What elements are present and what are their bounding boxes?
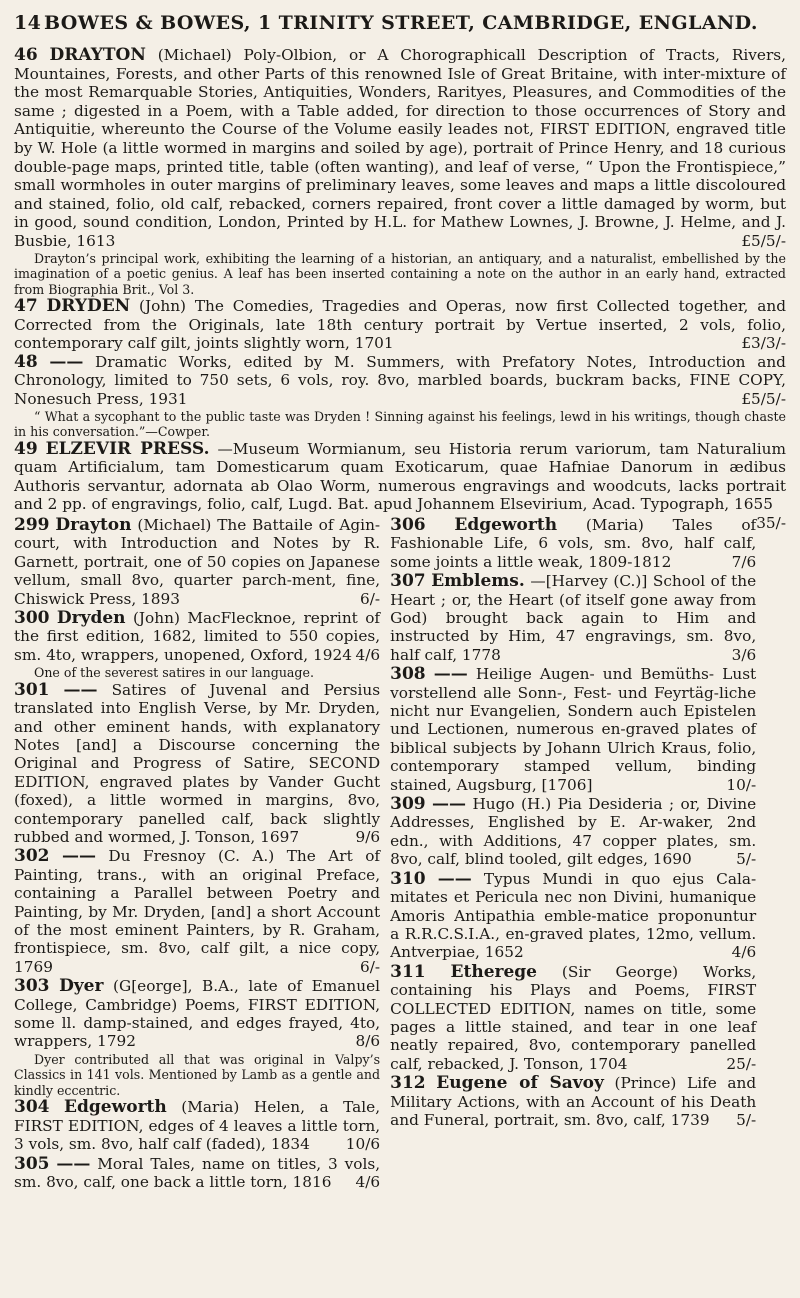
entry-description: Dramatic Works, edited by M. Summers, with Prefatory Notes, Introduction and Chronology, limited to 750 sets, 6 vols, roy. 8vo, marbled boards, buckram backs, FINE COPY, Nonesuch Press, 1931 xyxy=(14,352,786,408)
entry-number: 46 xyxy=(14,45,38,65)
entry-price: 3/6 xyxy=(731,645,757,664)
left-column xyxy=(14,516,380,1192)
entry-price: 10/- xyxy=(726,775,757,794)
entry-price: £5/5/- xyxy=(741,390,786,408)
catalogue-entry xyxy=(390,1074,756,1129)
catalogue-entry xyxy=(14,977,380,1051)
catalogue-entry xyxy=(390,963,756,1073)
catalogue-entry xyxy=(390,572,756,664)
entry-description: —[Harvey (C.)] School of the Heart ; or, the Heart (of itself gone away from God) brought back again to Him and instructed by Him, 47 engravings, sm. 8vo, half calf, 1778 xyxy=(390,572,757,664)
entry-number: 301 xyxy=(14,679,50,700)
entry-description: Du Fresnoy (C. A.) The Art of Painting, trans., with an original Preface, containing a Parallel between Poetry and Painting, by Mr. Dryden, [and] a short Account of the most eminent Painters, by R. Graham, frontispiece, sm. 8vo, calf gilt, a nice copy, 1769 xyxy=(14,847,381,976)
catalogue-entry xyxy=(390,870,756,962)
entry-heading: —— xyxy=(61,846,96,867)
entry-heading: —— xyxy=(63,679,98,700)
entry-description: (Maria) Helen, a Tale, FIRST EDITION, edges of 4 leaves a little torn, 3 vols, sm. 8vo, half calf (faded), 1834 xyxy=(14,1098,381,1154)
entry-description: Hugo (H.) Pia Desideria ; or, Divine Addresses, Englished by E. Ar-waker, 2nd edn., with Additions, 47 copper plates, sm. 8vo, calf, blind tooled, gilt edges, 1690 xyxy=(390,795,757,869)
entry-heading: Etherege xyxy=(450,961,537,982)
entry-number: 299 xyxy=(14,514,50,535)
entry-heading: —— xyxy=(433,664,468,685)
entry-price: 7/6 xyxy=(731,552,757,571)
entry-note: Dyer contributed all that was original in Valpy’s Classics in 141 vols. Mentioned by Lamb as a gentle and kindly eccentric. xyxy=(14,1051,381,1098)
catalogue-page xyxy=(14,0,786,1298)
two-column-entries xyxy=(14,516,756,1192)
entry-price: 4/6 xyxy=(355,645,381,664)
entry-number: 300 xyxy=(14,608,50,628)
catalogue-entry xyxy=(14,297,786,353)
entry-number: 302 xyxy=(14,846,50,867)
entry-description: (Michael) Poly-Olbion, or A Chorographicall Description of Tracts, Rivers, Mountaines, Forests, and other Parts of this renowned Isle of Great Britaine, with inter-mixture of the most Remarquable Stories, Antiquities, Wonders, Rarityes, Pleasures, and Commodities of the same ; digested in a Poem, with a Table added, for direction to those occurrences of Story and Antiquitie, whereunto the Course of the Volume easily leades not, FIRST EDITION, engraved title by W. Hole (a little wormed in margins and soiled by age), portrait of Prince Henry, and 18 curious double-page maps, printed title, table (often wanting), and leaf of verse, “ Upon the Frontispiece,” small wormholes in outer margins of preliminary leaves, some leaves and maps a little discoloured and stained, folio, old calf, rebacked, corners repaired, front cover a little damaged by worm, but in good, sound condition, London, Printed by H.L. for Mathew Lownes, J. Browne, J. Helme, and J. Busbie, 1613 xyxy=(14,46,786,250)
entry-heading: —— xyxy=(432,794,467,815)
entry-number: 309 xyxy=(390,794,426,815)
entry-heading: DRYDEN xyxy=(46,296,131,317)
entry-number: 304 xyxy=(14,1097,50,1118)
right-column xyxy=(390,516,756,1192)
entry-number: 312 xyxy=(390,1073,426,1094)
entry-heading: —— xyxy=(56,1153,91,1174)
entry-price: 4/6 xyxy=(355,1172,381,1191)
publisher-line: BOWES & BOWES, 1 TRINITY STREET, CAMBRIDGE, ENGLAND. xyxy=(44,12,758,34)
entry-heading: Drayton xyxy=(55,514,132,535)
entry-note: Drayton’s principal work, exhibiting the learning of a historian, an antiquary, and a naturalist, embellished by the imagination of a poetic genius. A leaf has been inserted containing a note on the author in an early hand, extracted from Biographia Brit., Vol 3. xyxy=(14,250,786,297)
entry-price: 6/- xyxy=(360,957,381,976)
entry-description: (Michael) The Battaile of Agin-court, with Introduction and Notes by R. Garnett, portrait, one of 50 copies on Japanese vellum, small 8vo, quarter parch-ment, fine, Chiswick Press, 1893 xyxy=(14,515,381,608)
entry-description: Moral Tales, name on titles, 3 vols, sm. 8vo, calf, one back a little torn, 1816 xyxy=(14,1154,381,1191)
entry-price: 5/- xyxy=(736,1110,757,1129)
page-number: 14 xyxy=(14,12,42,34)
entry-description: —Museum Wormianum, seu Historia rerum variorum, tam Naturalium quam Artificialum, tam Domesticarum quam Exoticarum, quae Hafniae Danorum in ædibus Authoris servantur, adornata ab Olao Worm, numerous engravings and woodcuts, lacks portrait and 2 pp. of engravings, folio, calf, Lugd. Bat. apud Johannem Elsevirium, Acad. Typograph, 1655 xyxy=(14,439,786,514)
entry-description: Satires of Juvenal and Persius translated into English Verse, by Mr. Dryden, and other eminent hands, with explanatory Notes [and] a Discourse concerning the Original and Progress of Satire, SECOND EDITION, engraved plates by Vander Gucht (foxed), a little wormed in margins, 8vo, contemporary panelled calf, back slightly rubbed and wormed, J. Tonson, 1697 xyxy=(14,680,381,846)
entry-number: 49 xyxy=(14,438,38,459)
entry-note: One of the severest satires in our language. xyxy=(34,665,314,681)
catalogue-entry xyxy=(14,353,786,409)
catalogue-entry xyxy=(14,609,380,664)
entry-price: 4/6 xyxy=(731,943,757,962)
entry-number: 307 xyxy=(390,571,426,592)
entry-number: 47 xyxy=(14,296,38,317)
entry-note: “ What a sycophant to the public taste was Dryden ! Sinning against his feelings, lewd in his writings, though chaste in his conversation.”—Cowper. xyxy=(14,408,786,440)
entry-heading: DRAYTON xyxy=(49,45,146,65)
entry-number: 48 xyxy=(14,351,38,372)
entry-heading: ELZEVIR PRESS. xyxy=(45,438,210,459)
entry-heading: Edgeworth xyxy=(64,1097,167,1118)
catalogue-entry xyxy=(390,795,756,869)
entry-price: 8/6 xyxy=(355,1032,381,1051)
entry-number: 303 xyxy=(14,976,50,997)
catalogue-entry xyxy=(390,516,756,571)
entry-heading: —— xyxy=(437,868,472,889)
entry-number: 305 xyxy=(14,1153,50,1174)
entry-heading: Eugene of Savoy xyxy=(436,1073,604,1094)
entry-number: 311 xyxy=(390,961,426,982)
catalogue-entry xyxy=(390,665,756,794)
entry-heading: Dryden xyxy=(56,608,126,628)
catalogue-entry xyxy=(14,516,380,608)
entry-description: (John) MacFlecknoe, reprint of the first edition, 1682, limited to 550 copies, sm. 4to, wrappers, unopened, Oxford, 1924 xyxy=(14,609,381,664)
entry-description: (Sir George) Works, containing his Plays and Poems, FIRST COLLECTED EDITION, names on title, some pages a little stained, and tear in one leaf neatly repaired, 8vo, contemporary panelled calf, rebacked, J. Tonson, 1704 xyxy=(390,962,757,1073)
catalogue-entry xyxy=(14,847,380,976)
entry-heading: Dyer xyxy=(59,976,104,997)
entry-number: 310 xyxy=(390,868,426,889)
entry-price: 25/- xyxy=(726,1054,757,1073)
entry-description: (John) The Comedies, Tragedies and Operas, now first Collected together, and Corrected from the Originals, late 18th century portrait by Vertue inserted, 2 vols, folio, contemporary calf gilt, joints slightly worn, 1701 xyxy=(14,297,786,353)
entry-heading: —— xyxy=(49,351,84,372)
entry-number: 308 xyxy=(390,664,426,685)
entry-heading: Edgeworth xyxy=(454,514,558,535)
entry-description: Heilige Augen- und Bemüths- Lust vorstellend alle Sonn-, Fest- und Feyrtäg-liche nicht nur Evangelien, Sondern auch Epistelen und Lectionen, numerous en-graved plates of biblical subjects by Johann Ulrich Kraus, folio, contemporary stamped vellum, binding stained, Augsburg, [1706] xyxy=(390,665,757,794)
catalogue-entry xyxy=(14,681,380,847)
page-header xyxy=(14,0,786,46)
entry-description: (Prince) Life and Military Actions, with an Account of his Death and Funeral, portrait, sm. 8vo, calf, 1739 xyxy=(390,1074,757,1129)
catalogue-entry xyxy=(14,46,786,251)
entry-price: 5/- xyxy=(736,850,757,869)
entry-price: 35/- xyxy=(756,513,786,532)
catalogue-entry xyxy=(14,1155,380,1192)
catalogue-entry xyxy=(14,1098,380,1153)
entry-price: 6/- xyxy=(360,589,381,608)
entry-price: 9/6 xyxy=(355,827,381,846)
entry-price: £3/3/- xyxy=(741,334,786,353)
entry-number: 306 xyxy=(390,514,426,535)
entry-description: (G[eorge], B.A., late of Emanuel College, Cambridge) Poems, FIRST EDITION, some ll. damp-stained, and edges frayed, 4to, wrappers, 1792 xyxy=(14,977,381,1051)
entry-price: £5/5/- xyxy=(741,231,786,250)
entry-price: 10/6 xyxy=(345,1135,381,1154)
entry-heading: Emblems. xyxy=(431,571,525,592)
entry-description: (Maria) Tales of Fashionable Life, 6 vols, sm. 8vo, half calf, some joints a little weak, 1809-1812 xyxy=(390,515,757,571)
entry-description: Typus Mundi in quo ejus Cala-mitates et Pericula nec non Divini, humanique Amoris Antipathia emble-matice proponuntur a R.R.C.S.I.A., en-graved plates, 12mo, vellum. Antverpiae, 1652 xyxy=(390,869,757,962)
